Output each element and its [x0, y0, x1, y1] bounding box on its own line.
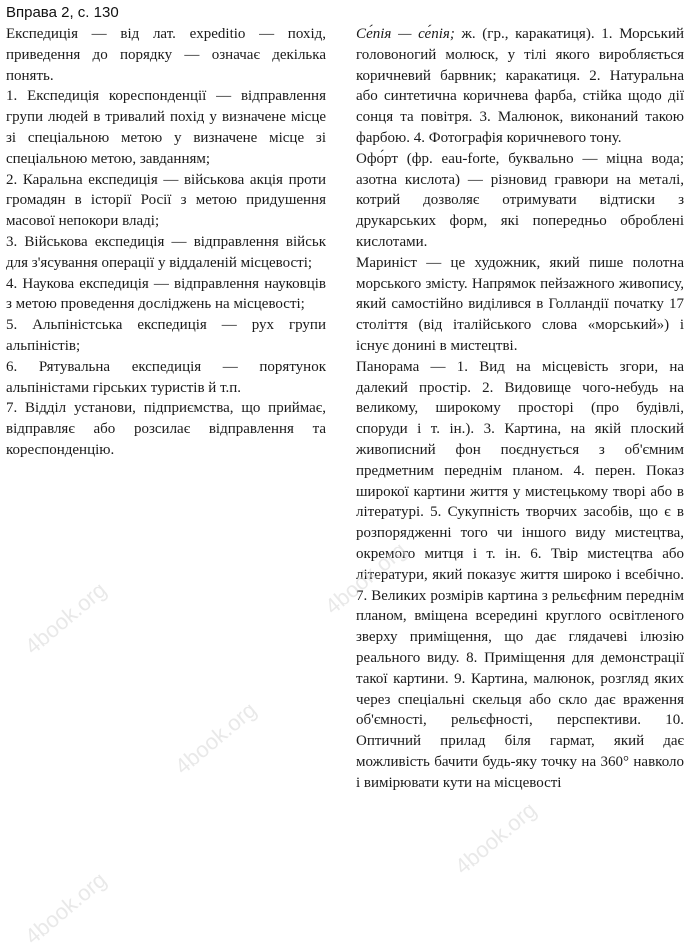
paragraph-expedition-6: 6. Рятувальна експедиція — порятунок альпіністами гірських туристів й т.п. [6, 358, 326, 396]
watermark: 4book.org [170, 697, 262, 780]
watermark: 4book.org [20, 867, 112, 950]
sepia-term: Се́пія — се́пія; [356, 26, 455, 42]
watermark: 4book.org [20, 577, 112, 660]
paragraph-expedition-1: 1. Експедиція кореспонденції — відправлення групи людей в тривалий похід у визначене місце зі спеціальною метою у визначене місце зі спеціальною метою, завданням; [6, 88, 326, 167]
paragraph-expedition-intro: Експедиція — від лат. expeditio — похід, приведення до порядку — означає декілька понять. [6, 26, 326, 84]
watermark: 4book.org [450, 797, 542, 880]
entry-panorama: Панорама — 1. Вид на місцевість згори, на далекий простір. 2. Видовище чого-небудь на великому, широкому просторі (про будівлі, споруди і т. ін.). 3. Картина, на якій плоский живописний фон поєднується з об'ємним предметним переднім планом. 4. перен. Показ широкої картини життя у мистецькому творі або в літературі. 5. Сукупність творчих засобів, що є в розпорядженні того чи іншого виду мистецтва, окремого митця і т. ін. 6. Твір мистецтва або літератури, який показує життя широко і всебічно. 7. Великих розмірів картина з рельєфним переднім планом, вміщена всередині круглого освітленого зверху приміщення, що дає глядачеві ілюзію реального виду. 8. Приміщення для демонстрації такої картини. 9. Картина, малюнок, розгляд яких через спеціальні скельця або скло дає враження об'ємності, рельєфності, перспективи. 10. Оптичний прилад біля гармат, який дає можливість бачити будь-яку точку на 360° навколо і вимірювати кути на місцевості [356, 358, 684, 791]
entry-marinist: Мариніст — це художник, який пише полотна морського змісту. Напрямок пейзажного живопису, який самостійно виділився в Голландії початку 17 століття (від італійського слова «морський») і існує донині в мистецтві. [356, 254, 684, 354]
sepia-definition: 1. Морський головоногий молюск, у тілі якого виробляється коричневий барвник; каракатиця. 2. Натуральна або синтетична коричнева фарба, стійка щодо дії сонця та повітря. 3. Малюнок, виконаний такою фарбою. 4. Фотографія коричневого тону. [356, 26, 684, 146]
page-title: Вправа 2, с. 130 [6, 4, 119, 21]
sepia-grammar: ж. (гр., каракатиця). [454, 26, 595, 42]
paragraph-expedition-3: 3. Військова експедиція — відправлення військ для з'ясування операції у віддаленій місцевості; [6, 233, 326, 271]
paragraph-expedition-7: 7. Відділ установи, підприємства, що приймає, відправляє або розсилає відправлення та кореспонденцію. [6, 400, 326, 458]
entry-ofort: Офо́рт (фр. eau-forte, буквально — міцна вода; азотна кислота) — різновид гравюри на металі, котрий дозволяє отримувати відтиски з друкарських форм, які попередньо оброблені кислотами. [356, 150, 684, 250]
paragraph-expedition-5: 5. Альпіністська експедиція — рух групи альпіністів; [6, 317, 326, 354]
right-column [356, 24, 684, 793]
left-column [6, 24, 326, 461]
paragraph-expedition-2: 2. Каральна експедиція — військова акція проти громадян в історії Росії з метою придушення масової непокори владі; [6, 171, 326, 230]
watermark: 4book.org [320, 537, 412, 620]
paragraph-expedition-4: 4. Наукова експедиція — відправлення науковців з метою проведення досліджень на місцевості; [6, 275, 326, 313]
entry-sepia [356, 24, 684, 149]
